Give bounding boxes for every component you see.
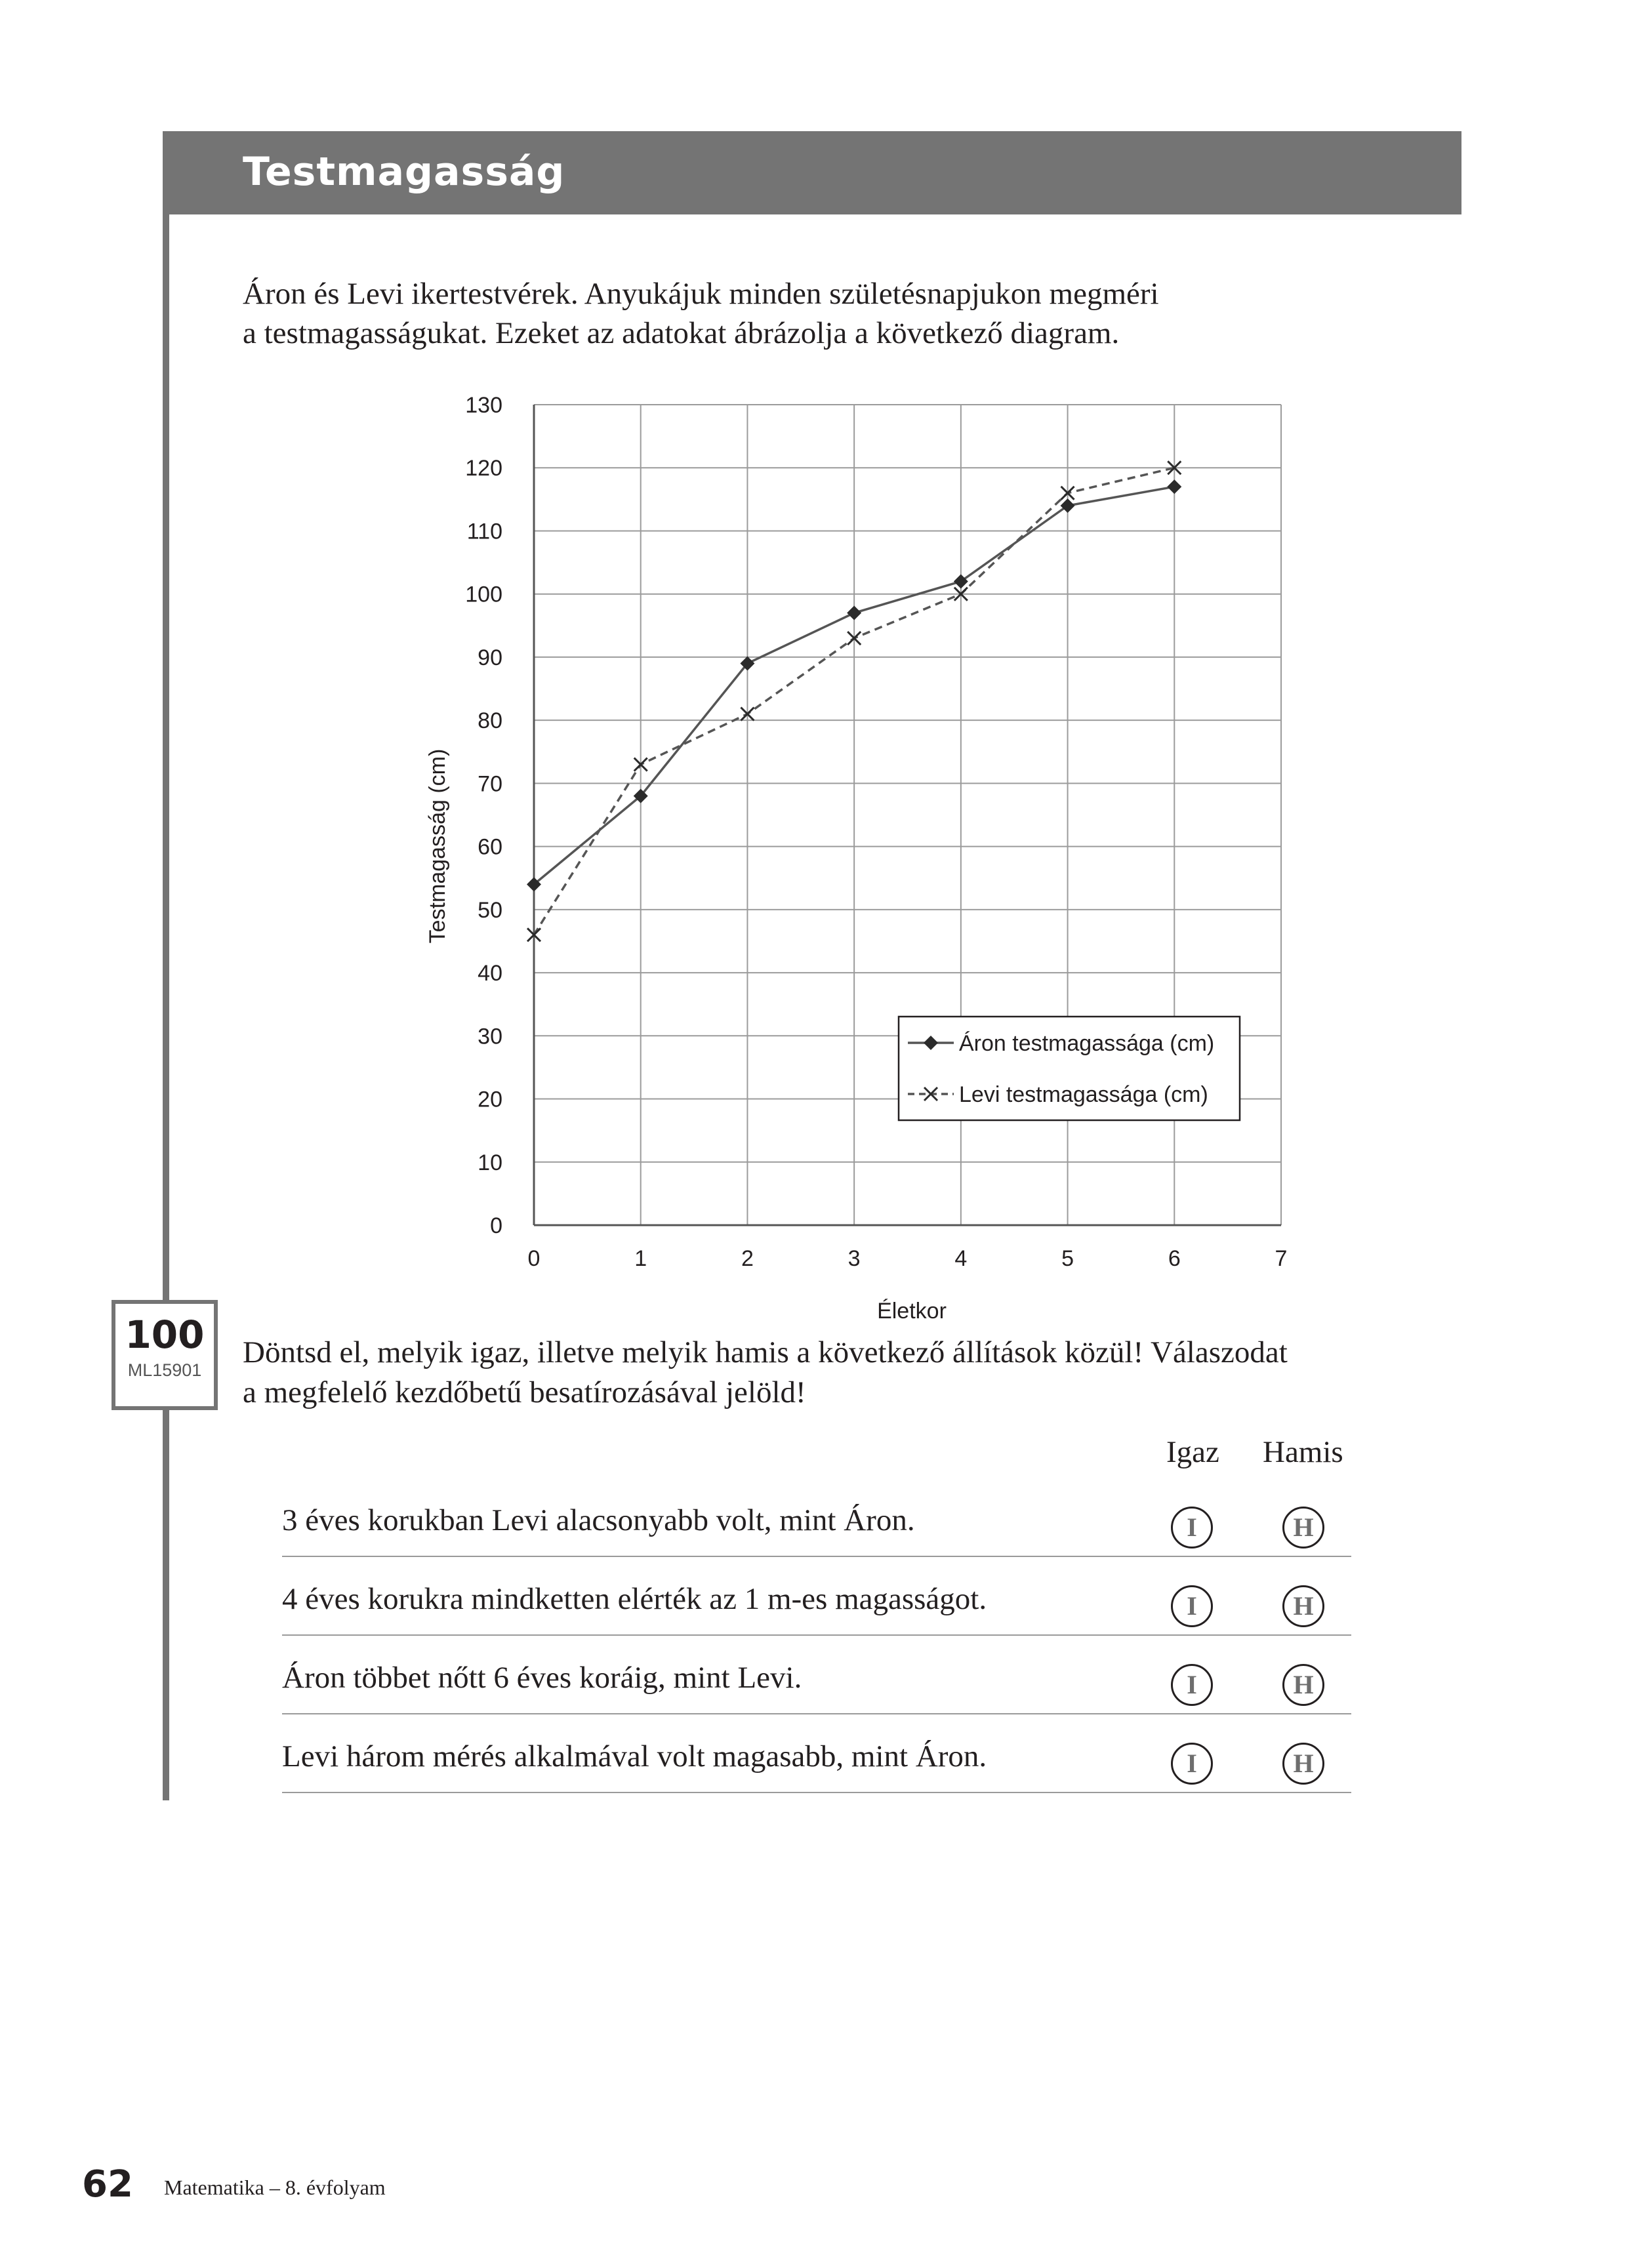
- diamond-marker: [1167, 479, 1181, 494]
- statement-row: [282, 1634, 1351, 1714]
- false-option-circle[interactable]: H: [1282, 1507, 1324, 1549]
- task-code: ML15901: [127, 1360, 202, 1380]
- y-tick-label: 90: [478, 645, 502, 670]
- y-tick-label: 80: [478, 708, 502, 734]
- chart-legend: [899, 1017, 1240, 1120]
- y-tick-label: 70: [478, 771, 502, 797]
- height-line-chart: [394, 374, 1312, 1331]
- y-tick-label: 50: [478, 897, 502, 923]
- false-option-circle[interactable]: H: [1282, 1664, 1324, 1706]
- diamond-marker: [1061, 498, 1075, 513]
- diamond-marker: [847, 606, 861, 620]
- true-column-header: Igaz: [1166, 1435, 1219, 1469]
- y-tick-label: 60: [478, 834, 502, 860]
- y-tick-label: 20: [478, 1087, 502, 1112]
- legend-label: Áron testmagassága (cm): [959, 1031, 1215, 1056]
- x-tick-label: 7: [1275, 1246, 1288, 1271]
- task-number: 100: [125, 1312, 205, 1357]
- diamond-marker: [954, 574, 968, 588]
- question-paragraph: [243, 1333, 1423, 1413]
- chart-ticks: [465, 393, 1287, 1271]
- false-option-circle[interactable]: H: [1282, 1585, 1324, 1627]
- x-axis-label: Életkor: [877, 1299, 947, 1324]
- statement-text: 4 éves korukra mindketten elérték az 1 m-es magasságot.: [282, 1582, 987, 1616]
- legend-label: Levi testmagassága (cm): [959, 1082, 1208, 1107]
- statement-row: [282, 1713, 1351, 1793]
- x-tick-label: 0: [527, 1246, 541, 1271]
- question-line-2: a megfelelő kezdőbetű besatírozásával jelöld!: [243, 1375, 806, 1409]
- y-tick-label: 10: [478, 1150, 502, 1175]
- y-tick-label: 30: [478, 1024, 502, 1049]
- y-tick-label: 0: [490, 1213, 502, 1238]
- intro-line-1: Áron és Levi ikertestvérek. Anyukájuk minden születésnapjukon megméri: [243, 277, 1159, 311]
- question-line-1: Döntsd el, melyik igaz, illetve melyik hamis a következő állítások közül! Válaszodat: [243, 1335, 1288, 1369]
- intro-line-2: a testmagasságukat. Ezeket az adatokat ábrázolja a következő diagram.: [243, 316, 1120, 350]
- true-option-circle[interactable]: I: [1171, 1585, 1213, 1627]
- true-option-circle[interactable]: I: [1171, 1664, 1213, 1706]
- task-number-box: [112, 1300, 218, 1410]
- false-column-header: Hamis: [1263, 1435, 1343, 1469]
- false-option-circle[interactable]: H: [1282, 1743, 1324, 1785]
- y-axis-label: Testmagasság (cm): [425, 748, 450, 944]
- x-tick-label: 6: [1168, 1246, 1181, 1271]
- page-number: 62: [82, 2163, 133, 2206]
- x-tick-label: 2: [741, 1246, 754, 1271]
- statement-text: Levi három mérés alkalmával volt magasabb, mint Áron.: [282, 1739, 987, 1773]
- y-tick-label: 40: [478, 961, 502, 986]
- section-title: Testmagasság: [243, 149, 565, 195]
- true-option-circle[interactable]: I: [1171, 1743, 1213, 1785]
- y-tick-label: 110: [466, 519, 502, 544]
- side-rule: [163, 131, 169, 1800]
- footer-text: Matematika – 8. évfolyam: [164, 2176, 386, 2199]
- x-tick-label: 3: [848, 1246, 861, 1271]
- y-tick-label: 100: [465, 582, 502, 607]
- statement-row: [282, 1556, 1351, 1636]
- x-tick-label: 5: [1061, 1246, 1074, 1271]
- y-tick-label: 120: [465, 456, 502, 481]
- statement-row: [282, 1477, 1351, 1557]
- x-tick-label: 1: [634, 1246, 647, 1271]
- y-tick-label: 130: [465, 393, 502, 418]
- statement-text: 3 éves korukban Levi alacsonyabb volt, mint Áron.: [282, 1503, 915, 1537]
- x-tick-label: 4: [954, 1246, 968, 1271]
- intro-paragraph: [243, 274, 1358, 353]
- true-option-circle[interactable]: I: [1171, 1507, 1213, 1549]
- statement-text: Áron többet nőtt 6 éves koráig, mint Levi.: [282, 1661, 802, 1695]
